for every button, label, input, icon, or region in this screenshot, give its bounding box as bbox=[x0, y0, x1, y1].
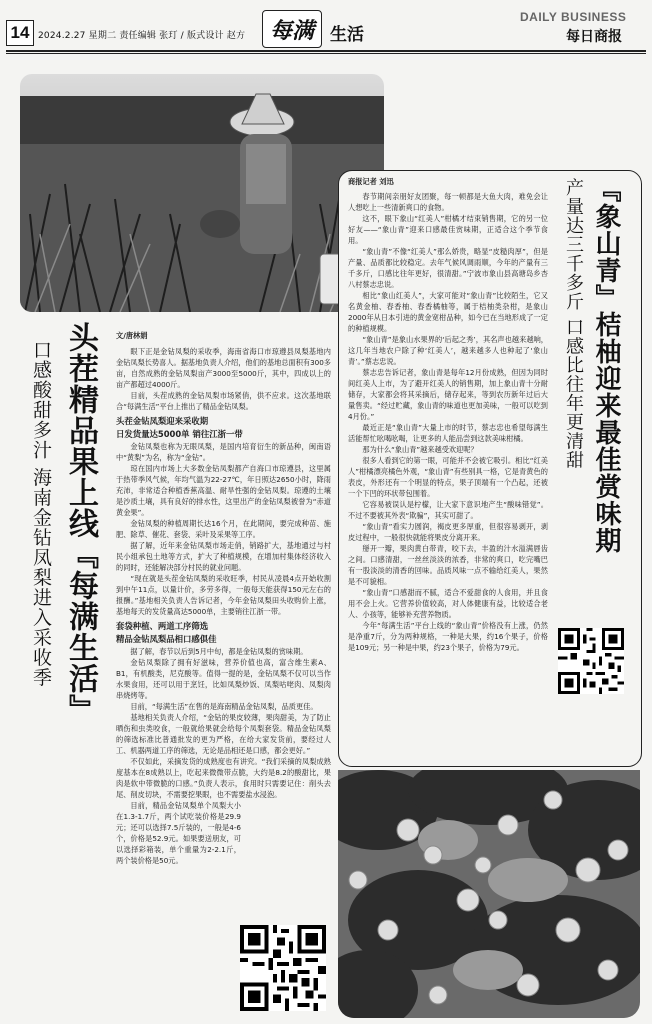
right-paragraph: “象山青”口感甜而不腻，适合不爱甜食的人食用，并且食用不会上火。它营养价值较高，对人体健康有益，比较适合老人、小孩等，能够补充营养物质。 bbox=[348, 588, 548, 619]
qr-code-icon bbox=[558, 628, 624, 694]
left-subheadline: 口感酸甜多汁 海南金钻凤梨进入采收季 bbox=[30, 340, 52, 688]
left-paragraph: 金钻凤梨除了拥有好滋味，营养价值也高，富含维生素A、B1，有机酸类，尼克酸等。值得一提的是，金钻凤梨不仅可以当作水果食用，还可以用于烹饪，比如凤梨炒饭、凤梨咕咾肉、凤梨肉串烧烤等。 bbox=[116, 658, 331, 700]
left-paragraph: 金钻凤梨的种植周期长达16个月，在此期间，要完成种苗、施肥、除草、催花、套袋、采叶及采果等工序。 bbox=[116, 519, 331, 539]
masthead-en: DAILY BUSINESS bbox=[520, 10, 627, 24]
left-paragraph: 基地相关负责人介绍，“金钻的果皮较薄，果肉甜美，为了防止晒伤和虫类咬食，一般就给果就会给每个凤梨套袋。精品金钻凤梨的筛选标准比普通批发的更为严格，在给大家发货前，要经过人工、机器两道工序的筛选，无论是品相还是口感，都会更好。” bbox=[116, 713, 331, 755]
right-paragraph: 掰开一瓣，果肉黄白带青，咬下去，丰盈的汁水溢满唇齿之间。口感清甜，一丝丝淡淡的浓香，非常的爽口，吃完嘴巴有一股淡淡的清香的回味。品质风味一点不输给红美人，果然是不可貌相。 bbox=[348, 544, 548, 586]
left-section-heading: 套袋种植、两道工序筛选 精品金钻凤梨品相口感俱佳 bbox=[116, 621, 217, 644]
left-paragraph: 据了解，春节以后到5月中旬，都是金钻凤梨的赏味期。 bbox=[130, 647, 308, 656]
right-paragraph: 蔡志忠告诉记者，象山青是每年12月份成熟，但因为同时间红美人上市，为了避开红美人的销售期，加上象山青十分耐储存，大家都会将其采摘后，储存起来，等到农历新年过后大量售卖。“经过贮藏，象山青的味道也更加美味，一般可以吃到4月份。” bbox=[348, 368, 548, 421]
qr-code-icon bbox=[240, 925, 326, 1011]
right-paragraph: 很多人看到它的第一眼，可能并不会被它吸引。相比“红美人”柑橘漂亮橘色外观，“象山青”有些别具一格，它是青黄色的表皮，外形还有一个明显的特点，果子顶端有一个凸起，还被一个下凹的环状带包围着。 bbox=[348, 456, 548, 498]
right-paragraph: 它容易被误认是柠檬，让大家下意识地产生“酸味错觉”。不过不要被其外表“欺骗”，其实可甜了。 bbox=[348, 500, 548, 520]
right-paragraph: “象山青”不像“红美人”那么娇贵，略显“皮糙肉厚”，但是产量、品质都比较稳定。去年气候风调雨顺，今年的产量有三千多斤，口感比往年更好，很清甜。”宁波市象山县高塘岛乡杏八村蔡志忠说。 bbox=[348, 247, 548, 289]
right-paragraph: “象山青”看实力圆润，褐皮更多厚重，但很容易剥开，剥皮过程中，一般很快就能将果皮分离开来。 bbox=[348, 522, 548, 542]
left-paragraph: 金钻凤梨也称为无眼凤梨，是国内培育衍生的新品种，闽南语中“黄梨”为名，称为“金钻”。 bbox=[116, 442, 331, 462]
left-byline: 文/唐林娟 bbox=[116, 331, 148, 340]
masthead-cn: 每日商报 bbox=[566, 29, 622, 45]
right-byline: 商报记者 刘迅 bbox=[348, 177, 394, 186]
right-paragraph: 最近正是“象山青”大量上市的时节，蔡志忠也希望每满生活能帮忙吆喝吆喝，让更多的人能品尝到这款美味柑橘。 bbox=[348, 423, 548, 443]
left-paragraph: 据了解，近年来金钻凤梨市场走俏，销路扩大，基地通过与村民小组承包土地等方式，扩大了种植规模，在增加村集体经济收入的同时，还能解决部分村民的就业问题。 bbox=[116, 541, 331, 572]
section-title: 生活 bbox=[330, 25, 364, 45]
right-article-body bbox=[348, 176, 548, 760]
left-article-body bbox=[116, 330, 331, 1020]
left-paragraph: 目前，“每满生活”在售的是海南精品金钻凤梨，品质更佳。 bbox=[130, 702, 318, 711]
pineapple-field-photo bbox=[20, 74, 384, 312]
left-paragraph: 不仅如此，采摘发货的成熟度也有讲究。“我们采摘的凤梨成熟度基本在8成熟以上，吃起来微微带点脆，大约是8.2的酸甜比，果肉是软中带微脆的口感。”负责人表示，食用时只需要记住：削头去尾、削皮切块，不需要挖果眼，也不需要盐水浸泡。 bbox=[116, 757, 331, 799]
right-paragraph: “象山青”是象山水果界的‘后起之秀’，其名声也越来越响，这几年当地农户除了种‘红美人’，越来越多人也种起了‘象山青’。”蔡志忠说。 bbox=[348, 335, 548, 366]
page-number: 14 bbox=[6, 20, 34, 46]
right-paragraph: 那为什么“象山青”越来越受欢迎呢？ bbox=[362, 445, 478, 454]
left-paragraph: “现在就是头茬金钻凤梨的采收旺季，村民从凌晨4点开始收割到中午11点，以量计价，多劳多得，一般每天能获得150元左右的报酬。”基地相关负责人告诉记者，今年金钻凤梨田头收购价上涨，基地每天的发货量高达5000单，主要销往江浙一带。 bbox=[116, 574, 331, 616]
left-qr-code[interactable] bbox=[240, 925, 326, 1011]
section-logo: 每满 bbox=[262, 10, 322, 48]
right-headline: 『象山青』桔柚迎来最佳赏味期 bbox=[591, 176, 621, 554]
header-divider bbox=[6, 50, 646, 52]
right-qr-code[interactable] bbox=[558, 628, 624, 694]
left-paragraph: 目前，头茬成熟的金钻凤梨市场紧俏，供不应求。这次基地联合“每满生活”平台上推出了精品金钻凤梨。 bbox=[116, 391, 331, 411]
left-headline: 头茬精品果上线『每满生活』 bbox=[63, 322, 98, 725]
right-subheadline: 产量达三千多斤 口感比往年更清甜 bbox=[563, 178, 584, 470]
right-paragraph: 这不，眼下象山“红美人”柑橘才结束销售期，它的另一位好友——“象山青”迎来口感最佳赏味期，正适合这个季节食用。 bbox=[348, 214, 548, 245]
edition-info: 2024.2.27 星期二 责任编辑 张玎 / 版式设计 赵方 bbox=[38, 31, 246, 41]
left-paragraph: 眼下正是金钻凤梨的采收季，海南省海口市琼遵县凤梨基地内金钻凤梨长势喜人。据基地负责人介绍，他们的基地总面积有300多亩，自然成熟的金钻凤梨亩产3000至5000斤，其中，四成以上的亩产都超过4000斤。 bbox=[116, 347, 331, 389]
left-paragraph: 目前，精品金钻凤梨单个凤梨大小在1.3-1.7斤，两个试吃装价格是29.9元；还可以选择7.5斤装的，一般是4-6个，价格是52.9元。如果要送朋友，可以选择彩箱装，单个重量为2-2.1斤，两个装价格是50元。 bbox=[116, 801, 241, 865]
left-section-heading: 头茬金钻凤梨迎来采收期 日发货量达5000单 销往江浙一带 bbox=[116, 416, 243, 439]
citrus-tree-photo bbox=[338, 770, 640, 1018]
right-paragraph: 相比“象山红美人”，大家可能对“象山青”比较陌生，它又名黄金柚、春香柚、春香橘柚等，属于桔柚类杂柑，是象山2000年从日本引进的黄金宽柑品种，如今已在当地形成了一定的种植规模。 bbox=[348, 291, 548, 333]
right-paragraph: 春节期间亲朋好友团聚，每一顿都是大鱼大肉，难免会让人想吃上一些清新爽口的食物。 bbox=[348, 192, 548, 212]
header-divider-thin bbox=[6, 53, 646, 54]
left-paragraph: 琼在国内市场上大多数金钻凤梨都产自海口市琼遵县，这里属于热带季风气候，年均气温为22-27℃，年日照达2650小时，降雨充沛，非常适合种植香蕉高温、耐旱性强的金钻凤梨。琼遵的土壤是沙质土壤，具有良好的排水性，这里出产的金钻凤梨被誉为“赤道黄金果”。 bbox=[116, 464, 331, 517]
right-paragraph: 今年“每满生活”平台上线的“象山青”价格没有上涨，仍然是净重7斤，分为两种规格，一种是大果，约16个果子，价格是109元；另一种是中果，约23个果子，价格为79元。 bbox=[348, 621, 548, 652]
